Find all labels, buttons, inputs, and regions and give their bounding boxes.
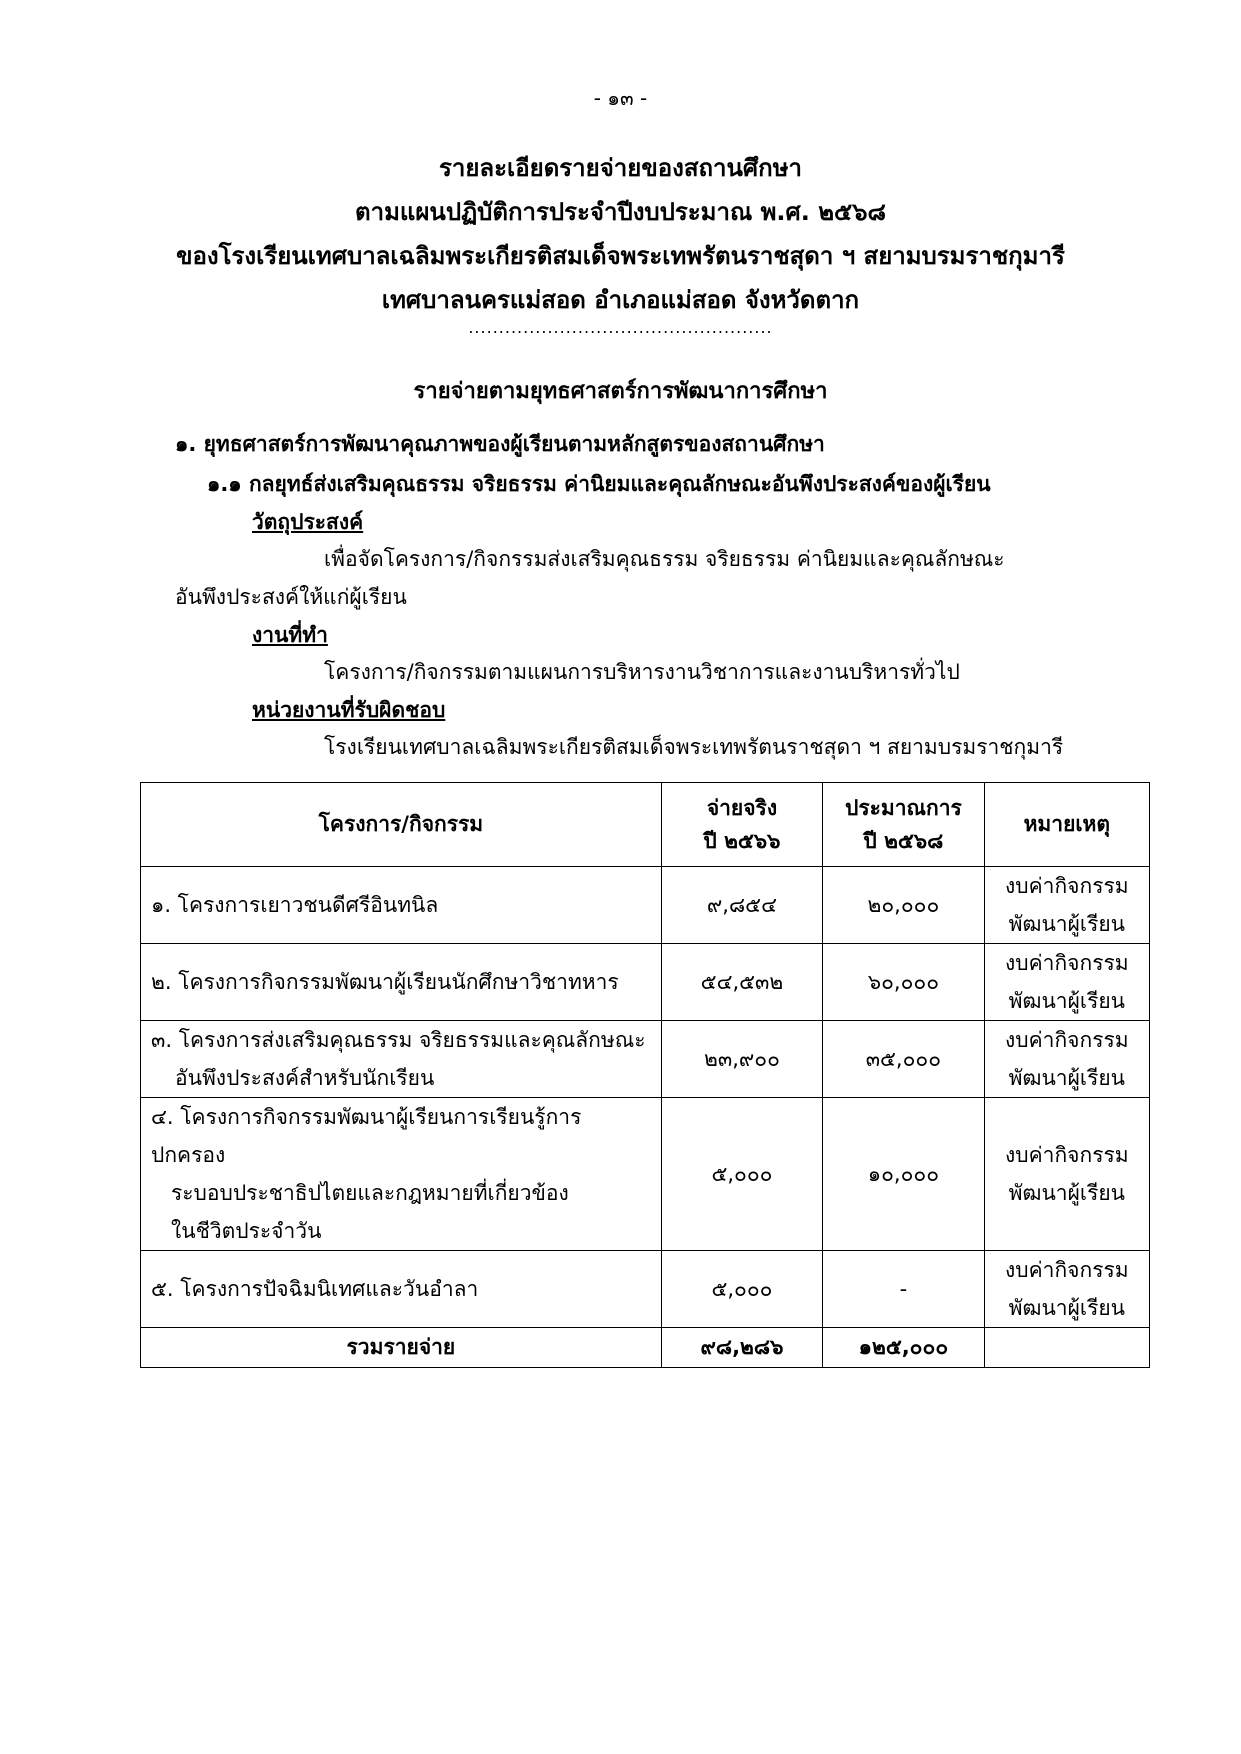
note-line: งบค่ากิจกรรม	[1005, 1143, 1129, 1167]
row-note	[984, 944, 1149, 1021]
row-note	[984, 1021, 1149, 1098]
objective-text-line-1: เพื่อจัดโครงการ/กิจกรรมส่งเสริมคุณธรรม จริยธรรม ค่านิยมและคุณลักษณะ	[324, 547, 1005, 571]
document-title-line-3: ของโรงเรียนเทศบาลเฉลิมพระเกียรติสมเด็จพระเทพรัตนราชสุดา ฯ สยามบรมราชกุมารี	[176, 242, 1065, 270]
row-project	[141, 1021, 662, 1098]
note-line: พัฒนาผู้เรียน	[1008, 1066, 1126, 1090]
tactic-heading: ๑.๑ กลยุทธ์ส่งเสริมคุณธรรม จริยธรรม ค่านิยมและคุณลักษณะอันพึงประสงค์ของผู้เรียน	[207, 472, 991, 496]
document-title-line-1: รายละเอียดรายจ่ายของสถานศึกษา	[439, 154, 802, 182]
total-plan: ๑๒๕,๐๐๐	[823, 1328, 985, 1368]
row-plan: ๓๕,๐๐๐	[823, 1021, 985, 1098]
note-line: งบค่ากิจกรรม	[1005, 951, 1129, 975]
note-line: งบค่ากิจกรรม	[1005, 874, 1129, 898]
header-spent	[661, 783, 822, 867]
total-label: รวมรายจ่าย	[141, 1328, 662, 1368]
row-spent: ๕,๐๐๐	[661, 1251, 822, 1328]
row-spent: ๙,๘๕๔	[661, 867, 822, 944]
work-text: โครงการ/กิจกรรมตามแผนการบริหารงานวิชาการและงานบริหารทั่วไป	[324, 660, 960, 684]
objective-heading: วัตถุประสงค์	[252, 510, 364, 534]
row-note	[984, 867, 1149, 944]
project-line: ๔. โครงการกิจกรรมพัฒนาผู้เรียนการเรียนรู้การปกครอง	[151, 1105, 582, 1167]
table-row	[141, 944, 1150, 1021]
total-spent: ๙๘,๒๘๖	[661, 1328, 822, 1368]
project-line: ในชีวิตประจำวัน	[171, 1219, 322, 1243]
header-spent-line-2: ปี ๒๕๖๖	[703, 828, 781, 853]
project-line: ๓. โครงการส่งเสริมคุณธรรม จริยธรรมและคุณลักษณะ	[151, 1028, 646, 1052]
objective-text-line-2: อันพึงประสงค์ให้แก่ผู้เรียน	[175, 585, 407, 609]
row-note	[984, 1098, 1149, 1251]
document-title-line-2: ตามแผนปฏิบัติการประจำปีงบประมาณ พ.ศ. ๒๕๖๘	[355, 198, 886, 226]
project-line: ๑. โครงการเยาวชนดีศรีอินทนิล	[151, 893, 439, 917]
project-line: ระบอบประชาธิปไตยและกฎหมายที่เกี่ยวข้อง	[171, 1181, 569, 1205]
responsible-heading: หน่วยงานที่รับผิดชอบ	[252, 698, 446, 722]
project-line: ๕. โครงการปัจฉิมนิเทศและวันอำลา	[151, 1277, 479, 1301]
work-heading: งานที่ทำ	[252, 623, 328, 647]
table-row	[141, 1021, 1150, 1098]
row-spent: ๒๓,๙๐๐	[661, 1021, 822, 1098]
table-row	[141, 867, 1150, 944]
row-plan: ๑๐,๐๐๐	[823, 1098, 985, 1251]
row-project	[141, 944, 662, 1021]
section-title: รายจ่ายตามยุทธศาสตร์การพัฒนาการศึกษา	[413, 379, 828, 404]
header-plan-line-1: ประมาณการ	[844, 795, 962, 820]
header-plan	[823, 783, 985, 867]
note-line: พัฒนาผู้เรียน	[1008, 989, 1126, 1013]
row-plan: ๖๐,๐๐๐	[823, 944, 985, 1021]
document-title-line-4: เทศบาลนครแม่สอด อำเภอแม่สอด จังหวัดตาก	[381, 286, 860, 314]
note-line: พัฒนาผู้เรียน	[1008, 1296, 1126, 1320]
row-project	[141, 1251, 662, 1328]
separator: ..................................................	[468, 318, 773, 337]
row-plan: -	[823, 1251, 985, 1328]
responsible-text: โรงเรียนเทศบาลเฉลิมพระเกียรติสมเด็จพระเทพรัตนราชสุดา ฯ สยามบรมราชกุมารี	[324, 735, 1064, 759]
note-line: งบค่ากิจกรรม	[1005, 1258, 1129, 1282]
table-row	[141, 1251, 1150, 1328]
row-note	[984, 1251, 1149, 1328]
strategy-heading: ๑. ยุทธศาสตร์การพัฒนาคุณภาพของผู้เรียนตามหลักสูตรของสถานศึกษา	[175, 432, 825, 456]
table-total-row	[141, 1328, 1150, 1368]
row-project	[141, 1098, 662, 1251]
note-line: งบค่ากิจกรรม	[1005, 1028, 1129, 1052]
table-header-row	[141, 783, 1150, 867]
budget-table	[140, 782, 1150, 1368]
header-project: โครงการ/กิจกรรม	[141, 783, 662, 867]
header-plan-line-2: ปี ๒๕๖๘	[863, 828, 944, 853]
header-spent-line-1: จ่ายจริง	[706, 795, 778, 820]
row-project	[141, 867, 662, 944]
row-spent: ๕๔,๕๓๒	[661, 944, 822, 1021]
page-number: - ๑๓ -	[593, 86, 648, 110]
total-note	[984, 1328, 1149, 1368]
table-row	[141, 1098, 1150, 1251]
header-note: หมายเหตุ	[984, 783, 1149, 867]
note-line: พัฒนาผู้เรียน	[1008, 912, 1126, 936]
row-plan: ๒๐,๐๐๐	[823, 867, 985, 944]
row-spent: ๕,๐๐๐	[661, 1098, 822, 1251]
project-line: ๒. โครงการกิจกรรมพัฒนาผู้เรียนนักศึกษาวิชาทหาร	[151, 970, 619, 994]
project-line: อันพึงประสงค์สำหรับนักเรียน	[175, 1066, 435, 1090]
note-line: พัฒนาผู้เรียน	[1008, 1181, 1126, 1205]
